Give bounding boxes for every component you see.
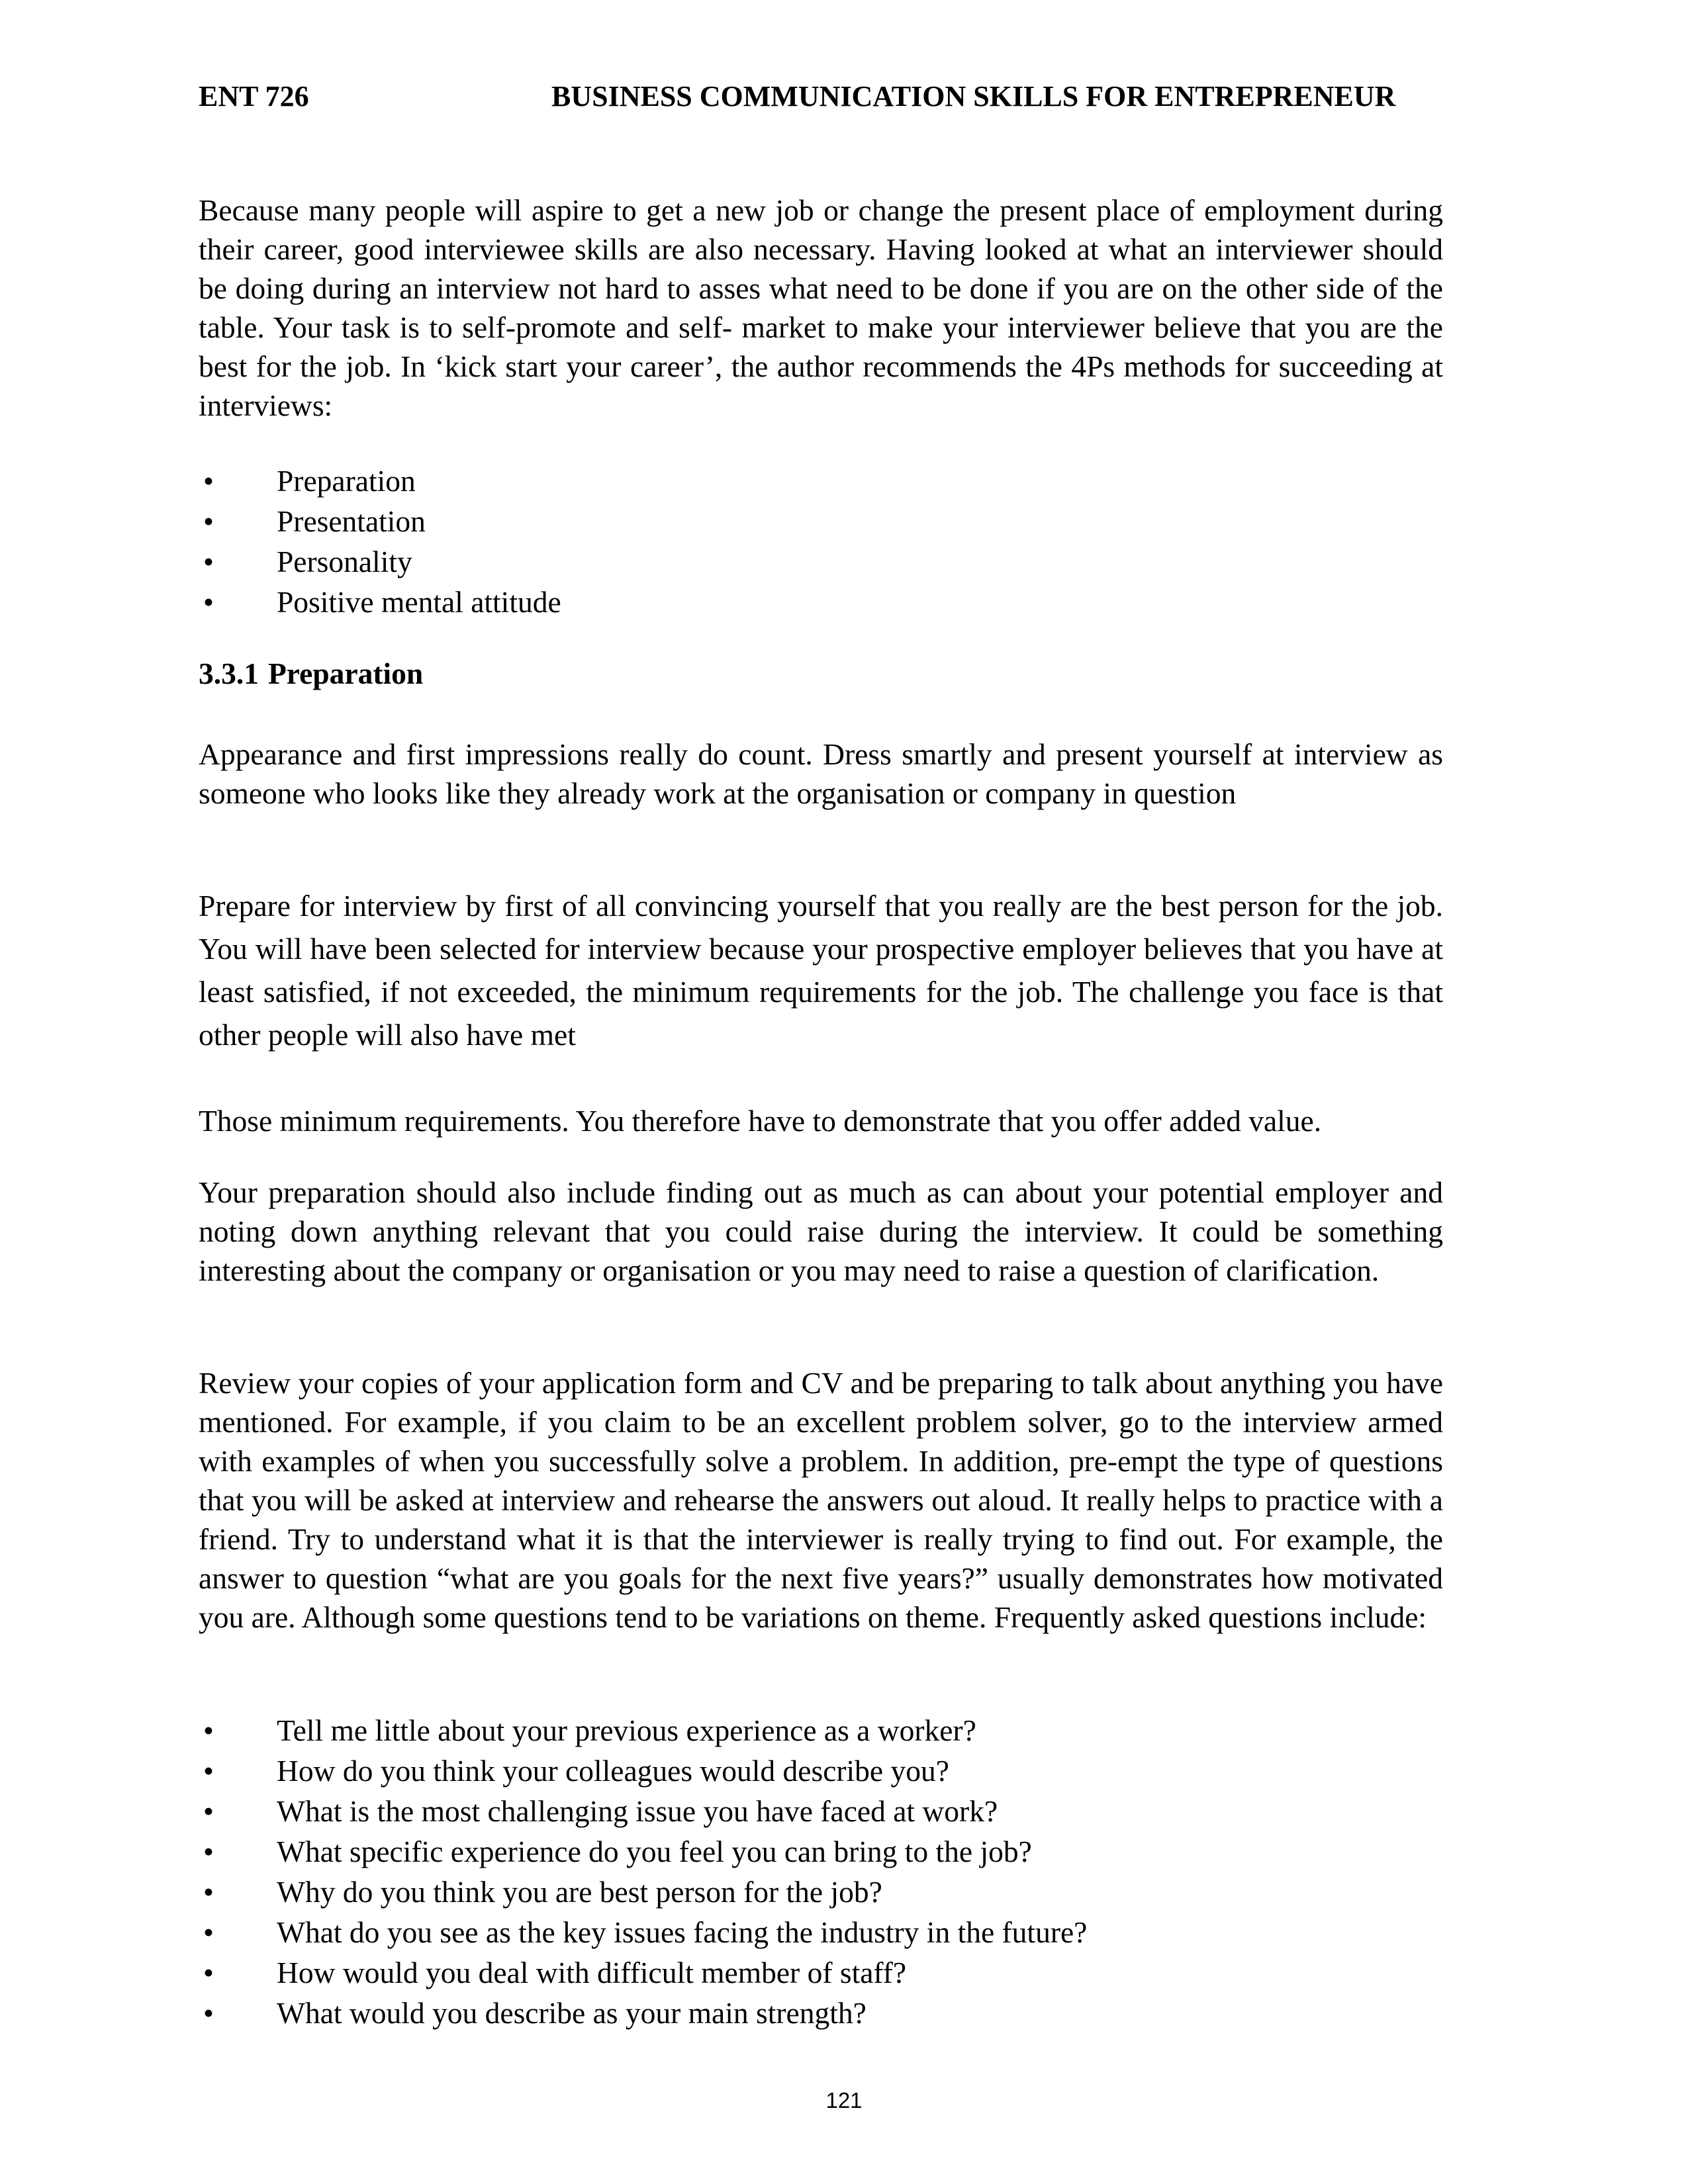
paragraph-research: Your preparation should also include finding out as much as can about your potential employer and noting down anything relevant that you could raise during the interview. It could be something interesting about the company or organisation or you may need to raise a question of clarification. <box>199 1175 1443 1287</box>
bullet-icon: • <box>203 464 214 498</box>
bullet-icon: • <box>203 1875 214 1909</box>
list-item <box>199 1993 1087 2033</box>
page-number: 121 <box>825 2088 863 2113</box>
list-item-text: What would you describe as your main strength? <box>277 1996 867 2030</box>
list-item <box>199 461 561 501</box>
paragraph-intro: Because many people will aspire to get a new job or change the present place of employment during their career, good interviewee skills are also necessary. Having looked at what an interviewer should be doing during an interview not hard to asses what need to be done if you are on the other side of the table. Your task is to self-promote and self- market to make your interviewer believe that you are the best for the job. In ‘kick start your career’, the author recommends the 4Ps methods for succeeding at interviews: <box>199 193 1443 422</box>
list-item-text: What do you see as the key issues facing the industry in the future? <box>277 1915 1088 1949</box>
list-item-text: How do you think your colleagues would describe you? <box>277 1754 949 1788</box>
list-item-text: What specific experience do you feel you can bring to the job? <box>277 1835 1032 1868</box>
list-item <box>199 1952 1087 1993</box>
four-ps-list <box>199 461 561 622</box>
section-number: 3.3.1 <box>199 657 259 690</box>
list-item <box>199 582 561 622</box>
bullet-icon: • <box>203 1794 214 1828</box>
list-item-text: Personality <box>277 545 412 578</box>
bullet-icon: • <box>203 1915 214 1949</box>
list-item-text: Preparation <box>277 464 416 498</box>
bullet-icon: • <box>203 545 214 578</box>
questions-list <box>199 1710 1087 2033</box>
list-item-text: Why do you think you are best person for the job? <box>277 1875 882 1909</box>
paragraph-review: Review your copies of your application form and CV and be preparing to talk about anything you have mentioned. For example, if you claim to be an excellent problem solver, go to the interview armed with examples of when you successfully solve a problem. In addition, pre-empt the type of questions that you will be asked at interview and rehearse the answers out aloud. It really helps to practice with a friend. Try to understand what it is that the interviewer is really trying to find out. For example, the answer to question “what are you goals for the next five years?” usually demonstrates how motivated you are. Although some questions tend to be variations on theme. Frequently asked questions include: <box>199 1366 1443 1634</box>
paragraph-appearance: Appearance and first impressions really do count. Dress smartly and present yourself at interview as someone who looks like they already work at the organisation or company in question <box>199 737 1443 810</box>
bullet-icon: • <box>203 1956 214 1989</box>
course-title: BUSINESS COMMUNICATION SKILLS FOR ENTREPRENEUR <box>551 80 1396 113</box>
bullet-icon: • <box>203 585 214 619</box>
paragraph-minimum: Those minimum requirements. You therefore have to demonstrate that you offer added value. <box>199 1104 1322 1138</box>
list-item <box>199 1831 1087 1872</box>
list-item <box>199 501 561 541</box>
paragraph-prepare: Prepare for interview by first of all convincing yourself that you really are the best person for the job. You will have been selected for interview because your prospective employer believes that you have at least satisfied, if not exceeded, the minimum requirements for the job. The challenge you face is that other people will also have met <box>199 889 1443 1052</box>
bullet-icon: • <box>203 1754 214 1788</box>
section-title: Preparation <box>268 657 424 690</box>
bullet-icon: • <box>203 1996 214 2030</box>
section-heading <box>199 654 423 693</box>
list-item-text: How would you deal with difficult member of staff? <box>277 1956 907 1989</box>
bullet-icon: • <box>203 1713 214 1747</box>
list-item-text: Presentation <box>277 504 426 538</box>
list-item-text: Tell me little about your previous experience as a worker? <box>277 1713 976 1747</box>
list-item <box>199 1872 1087 1912</box>
list-item <box>199 1912 1087 1952</box>
list-item <box>199 1791 1087 1831</box>
bullet-icon: • <box>203 1835 214 1868</box>
course-code: ENT 726 <box>199 80 309 113</box>
list-item-text: Positive mental attitude <box>277 585 561 619</box>
bullet-icon: • <box>203 504 214 538</box>
list-item <box>199 1751 1087 1791</box>
list-item <box>199 1710 1087 1751</box>
list-item-text: What is the most challenging issue you have faced at work? <box>277 1794 998 1828</box>
list-item <box>199 541 561 582</box>
